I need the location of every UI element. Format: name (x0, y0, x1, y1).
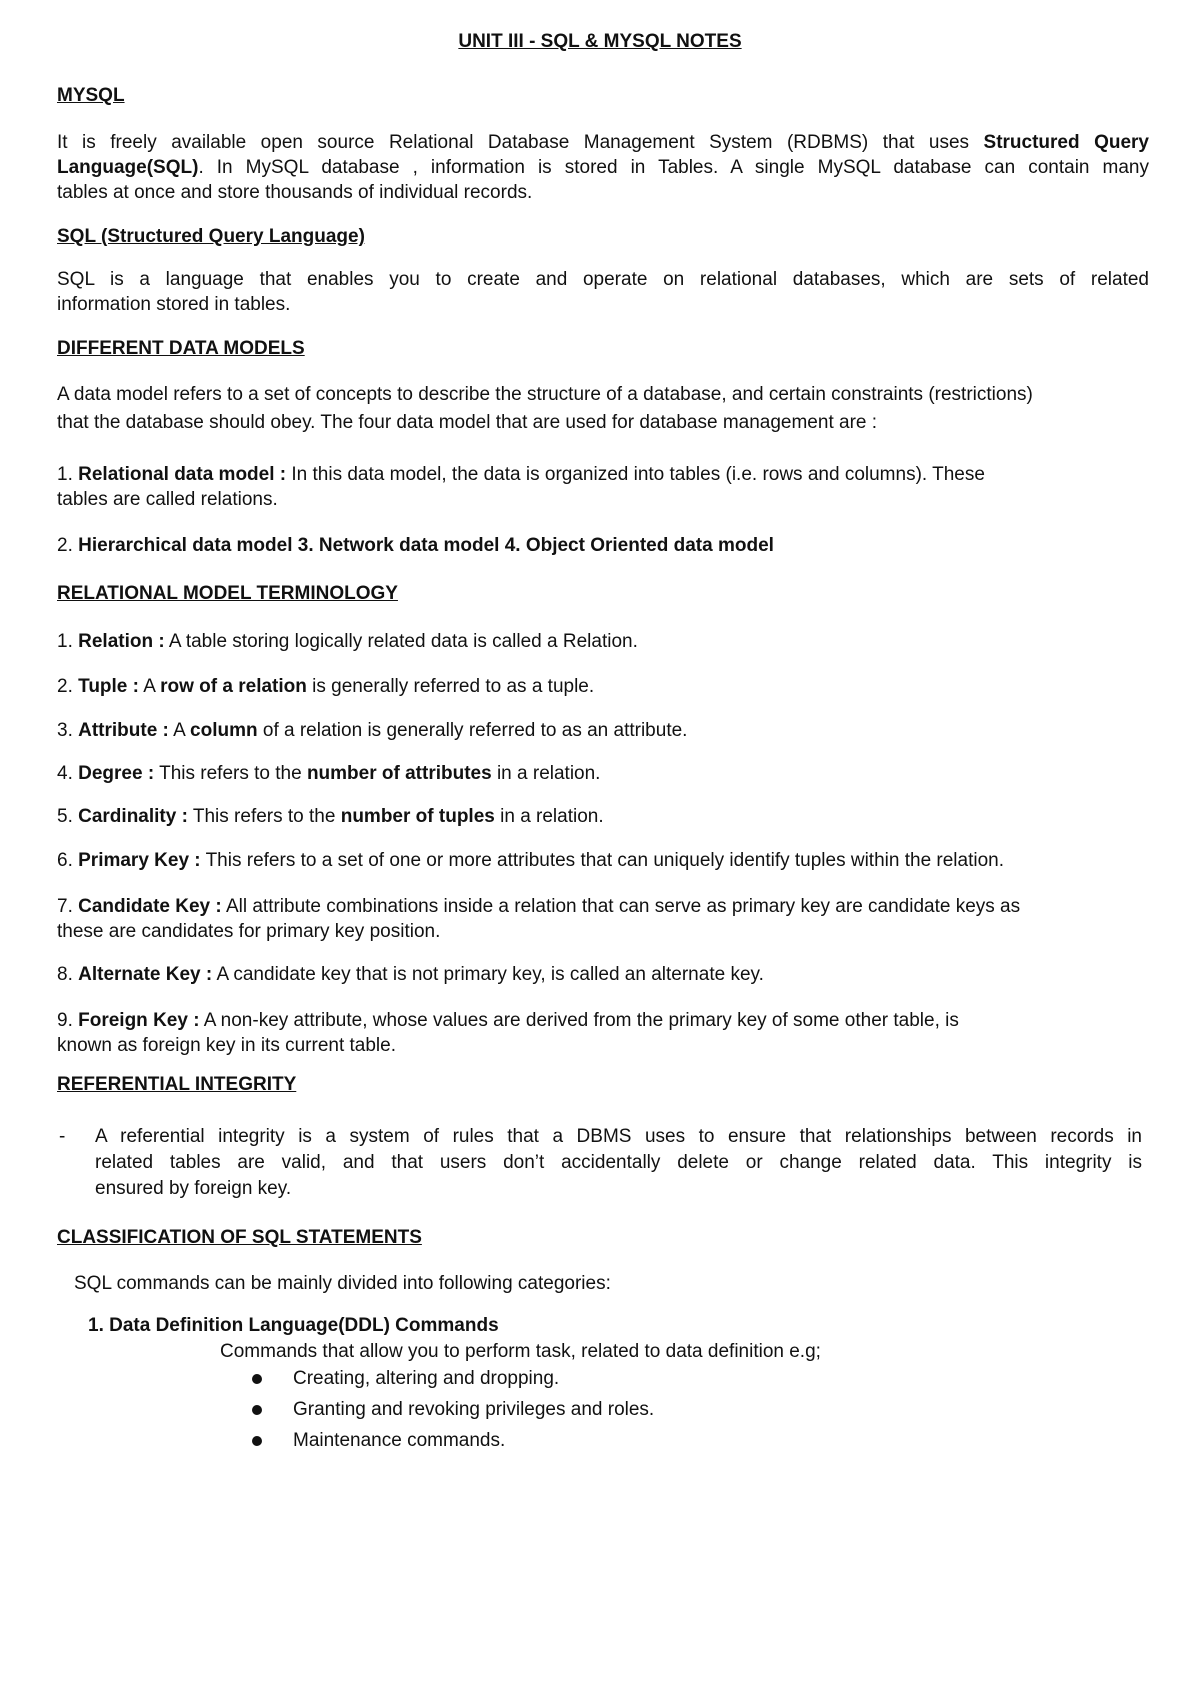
term-tuple: 2. Tuple : A row of a relation is generally referred to as a tuple. (57, 676, 595, 697)
terminology-heading: RELATIONAL MODEL TERMINOLOGY (57, 583, 398, 604)
ddl-bullet-item: Maintenance commands. (293, 1430, 506, 1451)
mysql-para-line-2: Language(SQL). In MySQL database , information is stored in Tables. A single MySQL database can contain many (57, 157, 1149, 178)
mysql-heading: MYSQL (57, 85, 125, 106)
integrity-line-3: ensured by foreign key. (95, 1178, 292, 1199)
term-foreign-key: 9. Foreign Key : A non-key attribute, whose values are derived from the primary key of some other table, is (57, 1010, 959, 1031)
bullet-dot-icon (252, 1436, 262, 1446)
term-attribute: 3. Attribute : A column of a relation is generally referred to as an attribute. (57, 720, 688, 741)
integrity-line-2: related tables are valid, and that users don’t accidentally delete or change related data. This integrity is (95, 1152, 1142, 1173)
term-degree: 4. Degree : This refers to the number of attributes in a relation. (57, 763, 601, 784)
term-cardinality: 5. Cardinality : This refers to the number of tuples in a relation. (57, 806, 604, 827)
mysql-para-line-1: It is freely available open source Relational Database Management System (RDBMS) that uses Structured Query (57, 132, 1149, 153)
sql-heading: SQL (Structured Query Language) (57, 226, 365, 247)
data-model-item-1: 1. Relational data model : In this data model, the data is organized into tables (i.e. rows and columns). These (57, 464, 985, 485)
term-foreign-key-line-2: known as foreign key in its current table. (57, 1035, 397, 1056)
term-candidate-key-line-2: these are candidates for primary key position. (57, 921, 441, 942)
data-model-item-2: 2. Hierarchical data model 3. Network data model 4. Object Oriented data model (57, 535, 774, 556)
classification-intro: SQL commands can be mainly divided into following categories: (74, 1273, 611, 1294)
mysql-para-line-3: tables at once and store thousands of individual records. (57, 182, 533, 203)
integrity-heading: REFERENTIAL INTEGRITY (57, 1074, 297, 1095)
term-relation: 1. Relation : A table storing logically related data is called a Relation. (57, 631, 638, 652)
sql-para-line-2: information stored in tables. (57, 294, 291, 315)
sql-para-line-1: SQL is a language that enables you to create and operate on relational databases, which are sets of related (57, 269, 1149, 290)
data-model-item-1-line-2: tables are called relations. (57, 489, 278, 510)
data-models-line-1: A data model refers to a set of concepts to describe the structure of a database, and certain constraints (restrictions) (57, 384, 1033, 405)
ddl-bullet-item: Granting and revoking privileges and roles. (293, 1399, 655, 1420)
integrity-dash: - (59, 1126, 66, 1147)
page-title: UNIT III - SQL & MYSQL NOTES (458, 31, 742, 52)
classification-heading: CLASSIFICATION OF SQL STATEMENTS (57, 1227, 422, 1248)
term-candidate-key: 7. Candidate Key : All attribute combinations inside a relation that can serve as primary key are candidate keys as (57, 896, 1021, 917)
ddl-commands-title: 1. Data Definition Language(DDL) Commands (88, 1315, 499, 1336)
term-alternate-key: 8. Alternate Key : A candidate key that is not primary key, is called an alternate key. (57, 964, 764, 985)
data-models-heading: DIFFERENT DATA MODELS (57, 338, 305, 359)
data-models-line-2: that the database should obey. The four data model that are used for database management are : (57, 412, 878, 433)
bullet-dot-icon (252, 1405, 262, 1415)
ddl-commands-description: Commands that allow you to perform task, related to data definition e.g; (220, 1341, 821, 1362)
term-primary-key: 6. Primary Key : This refers to a set of one or more attributes that can uniquely identify tuples within the relation. (57, 850, 1005, 871)
ddl-bullet-item: Creating, altering and dropping. (293, 1368, 560, 1389)
bullet-dot-icon (252, 1374, 262, 1384)
integrity-line-1: A referential integrity is a system of rules that a DBMS uses to ensure that relationships between records in (95, 1126, 1142, 1147)
